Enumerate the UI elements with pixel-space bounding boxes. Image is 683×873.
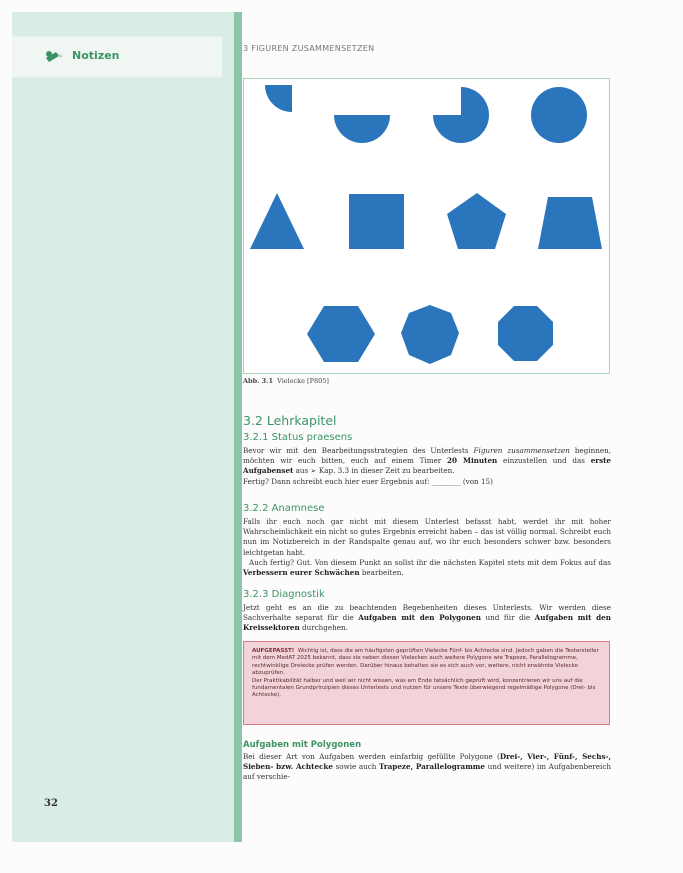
subsection-status xyxy=(243,432,611,487)
page-number: 32 xyxy=(44,798,58,809)
paragraph: Jetzt geht es an die zu beachtenden Begebenheiten dieses Unterlests. Wir werden diese Sachverhalte separat für die Aufgaben mit den Polygonen und für die Aufgaben mit den Kreissektoren durchgehen. xyxy=(243,603,611,633)
trapezoid-shape xyxy=(538,197,602,249)
hexagon-shape xyxy=(307,306,375,362)
notes-sidebar xyxy=(12,12,242,842)
paragraph: Falls ihr euch noch gar nicht mit diesem Unterlest befasst habt, werdet ihr mit hoher Wahrscheinlichkeit ein nicht so gutes Ergebnis erreicht haben – das ist völlig normal. Schreibt euch nun im Notizbereich in der Randspalte genau auf, wo ihr euch besonders schwer bzw. besonders leichtgetan habt. xyxy=(243,517,611,557)
square-shape xyxy=(349,194,404,249)
pencil-icon xyxy=(44,49,66,63)
subsection-title: 3.2.2 Anamnese xyxy=(243,503,325,514)
polygon-tasks-title: Aufgaben mit Polygonen xyxy=(243,740,362,750)
octagon-shape xyxy=(498,306,553,361)
subsection-title: 3.2.1 Status praesens xyxy=(243,432,353,443)
paragraph: Bei dieser Art von Aufgaben werden einfarbig gefüllte Polygone (Drei-, Vier-, Fünf-, Sechs-, Sieben- bzw. Achtecke sowie auch Trapeze, Parallelogramme und weitere) im Aufgabenbereich auf verschie- xyxy=(243,752,611,782)
section-heading xyxy=(243,414,611,428)
semicircle-shape xyxy=(334,115,390,143)
polygon-figure xyxy=(244,79,611,375)
circle-shape xyxy=(531,87,587,143)
paragraph: Auch fertig? Gut. Von diesem Punkt an sollst ihr die nächsten Kapitel stets mit dem Fokus auf das Verbessern eurer Schwächen bearbeiten. xyxy=(243,557,611,578)
figure-box xyxy=(243,78,610,374)
subsection-diagnostik xyxy=(243,589,611,634)
running-head: 3 FIGUREN ZUSAMMENSETZEN xyxy=(243,44,375,53)
paragraph: Fertig? Dann schreibt euch hier euer Ergebnis auf: ________ (von 15) xyxy=(243,476,493,486)
subsection-anamnese xyxy=(243,503,611,578)
warning-text: Der Praktikabilität halber und weil wir nicht wissen, was am Ende tatsächlich geprüft wird, konzentrieren wir uns auf die fundamentalen Grundprinzipien dieses Unterlests und nutzen für unsere Texte überwiegend regelmäßige Polygone (Drei- bis Achtecke). xyxy=(252,677,596,699)
warning-text: AUFGEPASST! Wichtig ist, dass die am häufigsten geprüften Vielecke Fünf- bis Achtecke sind. Jedoch gaben die Testersteller mit dem MedAT 2025 bekannt, dass sie neben diesen Vielecken auch weitere Polygone wie Trapeze, Parallelogramme, rechtwinklige Dreiecke prüfen werden. Darüber hinaus behalten sie es sich auch vor, weitere, nicht erwähnte Vielecke abzuprüfen. xyxy=(252,648,599,677)
figure-caption: Abb. 3.1 Vielecke [P805] xyxy=(243,377,329,385)
pentagon-shape xyxy=(447,193,506,249)
triangle-shape xyxy=(250,193,304,249)
three-quarter-circle-shape xyxy=(433,87,489,143)
quarter-circle-shape xyxy=(265,85,292,112)
subsection-title: 3.2.3 Diagnostik xyxy=(243,589,325,600)
notes-header xyxy=(12,36,222,78)
warning-tag: AUFGEPASST! xyxy=(252,648,295,654)
heptagon-shape xyxy=(401,305,459,364)
section-title: 3.2 Lehrkapitel xyxy=(243,413,337,428)
polygon-tasks-section xyxy=(243,740,611,783)
paragraph: Bevor wir mit den Bearbeitungsstrategien des Unterlests Figuren zusammensetzen beginnen, möchten wir euch bitten, euch auf einem Timer 20 Minuten einzustellen und das erste Aufgabenset aus ➢ Kap. 3.3 in dieser Zeit zu bearbeiten. xyxy=(243,446,612,476)
warning-box xyxy=(243,641,610,725)
notes-label: Notizen xyxy=(72,49,120,62)
